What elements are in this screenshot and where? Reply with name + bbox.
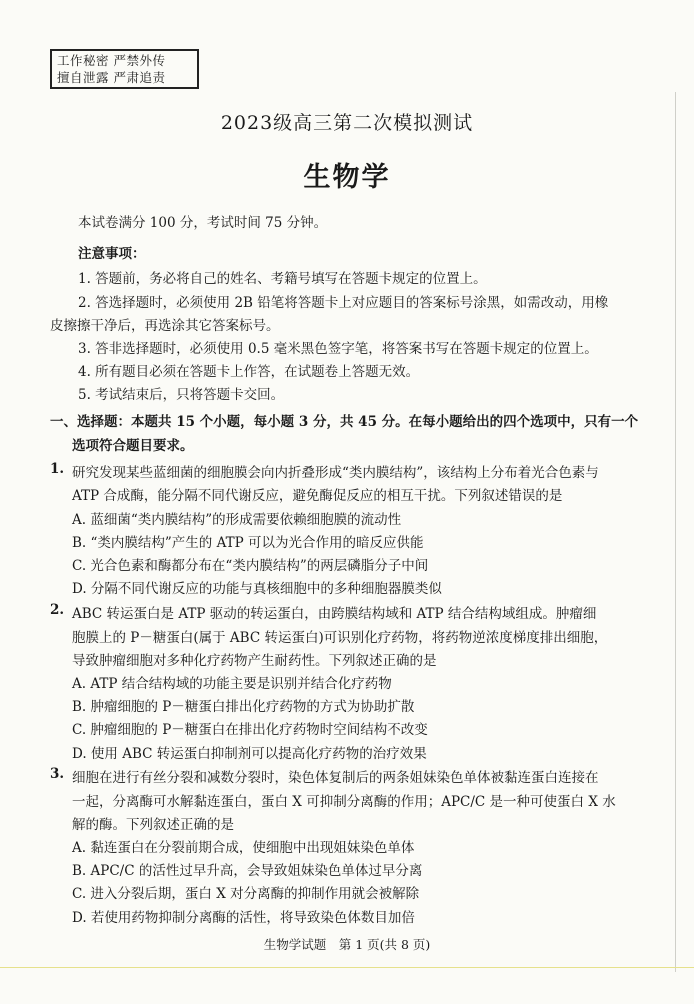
question-1-option-c: C. 光合色素和酶都分布在“类内膜结构”的两层磷脂分子中间 <box>72 558 429 574</box>
question-3-option-b: B. APC/C 的活性过早升高，会导致姐妹染色单体过早分离 <box>72 863 423 879</box>
page-edge-line <box>675 92 676 972</box>
page-footer: 生物学试题 第 1 页(共 8 页) <box>263 937 431 952</box>
question-1-stem: ATP 合成酶，能分隔不同代谢反应，避免酶促反应的相互干扰。下列叙述错误的是 <box>72 488 563 504</box>
question-3-stem: 一起，分离酶可水解黏连蛋白，蛋白 X 可抑制分离酶的作用；APC/C 是一种可使蛋白 X 水 <box>72 794 616 810</box>
subject-title: 生物学 <box>303 162 391 193</box>
question-3-stem: 解的酶。下列叙述正确的是 <box>72 817 234 833</box>
notice-item: 3. 答非选择题时，必须使用 0.5 毫米黑色签字笔，将答案书写在答题卡规定的位置上。 <box>78 341 598 357</box>
question-1-stem: 研究发现某些蓝细菌的细胞膜会向内折叠形成“类内膜结构”，该结构上分布着光合色素与 <box>72 465 599 481</box>
question-1-option-a: A. 蓝细菌“类内膜结构”的形成需要依赖细胞膜的流动性 <box>72 512 402 528</box>
exam-title: 2023级高三第二次模拟测试 <box>220 112 474 134</box>
question-3-option-d: D. 若使用药物抑制分离酶的活性，将导致染色体数目加倍 <box>72 910 415 926</box>
section-heading: 一、选择题：本题共 15 个小题，每小题 3 分，共 45 分。在每小题给出的四个选项中，只有一个 <box>50 414 639 430</box>
question-2-stem: 胞膜上的 P－糖蛋白(属于 ABC 转运蛋白)可识别化疗药物，将药物逆浓度梯度排出细胞， <box>72 630 608 646</box>
section-heading-cont: 选项符合题目要求。 <box>72 438 194 454</box>
question-1-option-b: B. “类内膜结构”产生的 ATP 可以为光合作用的暗反应供能 <box>72 535 424 551</box>
question-1-number: 1. <box>50 461 65 477</box>
exam-intro: 本试卷满分 100 分，考试时间 75 分钟。 <box>78 215 328 231</box>
question-2-option-d: D. 使用 ABC 转运蛋白抑制剂可以提高化疗药物的治疗效果 <box>72 746 427 762</box>
stamp-line-2: 擅自泄露 严肃追责 <box>57 70 166 85</box>
question-1-option-d: D. 分隔不同代谢反应的功能与真核细胞中的多种细胞器膜类似 <box>72 581 442 597</box>
question-2-stem: ABC 转运蛋白是 ATP 驱动的转运蛋白，由跨膜结构域和 ATP 结合结构域组成。肿瘤细 <box>72 606 597 622</box>
notice-item: 皮擦擦干净后，再选涂其它答案标号。 <box>50 318 280 334</box>
stamp-line-1: 工作秘密 严禁外传 <box>57 53 166 68</box>
question-3-stem: 细胞在进行有丝分裂和减数分裂时，染色体复制后的两条姐妹染色单体被黏连蛋白连接在 <box>72 770 599 786</box>
footer-divider <box>0 967 694 968</box>
notice-item: 4. 所有题目必须在答题卡上作答，在试题卷上答题无效。 <box>78 364 420 380</box>
notice-item: 2. 答选择题时，必须使用 2B 铅笔将答题卡上对应题目的答案标号涂黑，如需改动，用橡 <box>78 295 609 311</box>
question-2-option-a: A. ATP 结合结构域的功能主要是识别并结合化疗药物 <box>72 676 392 692</box>
confidential-stamp <box>50 49 199 89</box>
question-3-number: 3. <box>50 766 65 782</box>
question-3-option-c: C. 进入分裂后期，蛋白 X 对分离酶的抑制作用就会被解除 <box>72 886 420 902</box>
notice-item: 1. 答题前，务必将自己的姓名、考籍号填写在答题卡规定的位置上。 <box>78 271 487 287</box>
notice-heading: 注意事项： <box>78 246 146 262</box>
question-2-option-c: C. 肿瘤细胞的 P－糖蛋白在排出化疗药物时空间结构不改变 <box>72 722 428 738</box>
question-2-stem: 导致肿瘤细胞对多种化疗药物产生耐药性。下列叙述正确的是 <box>72 653 437 669</box>
question-3-option-a: A. 黏连蛋白在分裂前期合成，使细胞中出现姐妹染色单体 <box>72 840 415 856</box>
question-2-option-b: B. 肿瘤细胞的 P－糖蛋白排出化疗药物的方式为协助扩散 <box>72 699 415 715</box>
question-2-number: 2. <box>50 602 65 618</box>
notice-item: 5. 考试结束后，只将答题卡交回。 <box>78 387 285 403</box>
